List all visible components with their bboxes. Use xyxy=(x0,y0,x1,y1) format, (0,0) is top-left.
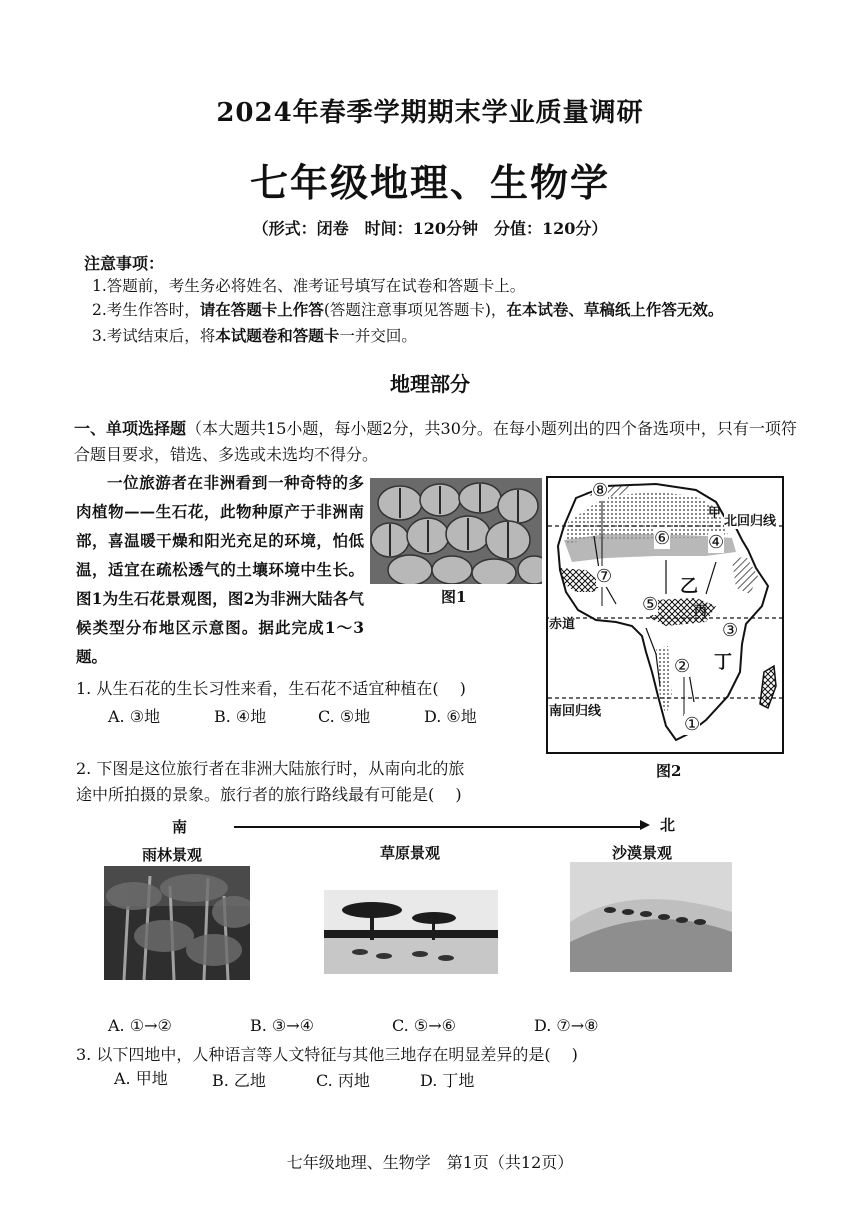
intro-paragraph: 一位旅游者在非洲看到一种奇特的多肉植物——生石花，此物种原产于非洲南部，喜温暖干燥和阳光充足的环境，怕低温，适宜在疏松透气的土壤环境中生长。图1为生石花景观图，图2为非洲大陆各气候类型分布地区示意图。据此完成1～3题。 xyxy=(76,473,364,666)
label-tropic-north: 北回归线 xyxy=(724,510,776,529)
marker-1: ① xyxy=(684,714,701,735)
rainforest-photo xyxy=(104,866,250,980)
section-1-heading: 一、单项选择题 xyxy=(74,419,187,438)
direction-south: 南 xyxy=(172,818,188,836)
label-equator: 赤道 xyxy=(549,613,575,632)
q3-option-d: D. 丁地 xyxy=(420,1071,475,1090)
question-1-stem: 1. 从生石花的生长习性来看，生石花不适宜种植在( ) xyxy=(76,679,466,698)
q1-option-b: B. ④地 xyxy=(214,707,267,726)
grassland-label: 草原景观 xyxy=(380,844,441,862)
q2-option-b: B. ③→④ xyxy=(250,1016,315,1035)
label-tropic-south: 南回归线 xyxy=(549,700,601,719)
africa-climate-map xyxy=(546,476,784,754)
marker-8: ⑧ xyxy=(592,480,609,501)
label-bing: 丙 xyxy=(694,604,708,619)
marker-5: ⑤ xyxy=(642,594,659,615)
direction-north: 北 xyxy=(660,816,676,834)
note-3-part3: 一并交回。 xyxy=(339,327,417,345)
desert-label: 沙漠景观 xyxy=(612,844,673,862)
notes-heading: 注意事项： xyxy=(84,254,165,273)
exam-meta: （形式：闭卷 时间：120分钟 分值：120分） xyxy=(252,219,608,238)
q2-option-a: A. ①→② xyxy=(108,1016,172,1035)
q2-option-c: C. ⑤→⑥ xyxy=(392,1016,456,1035)
note-2-part2: 请在答题卡上作答 xyxy=(199,300,324,319)
note-3-part1: 3.考试结束后，将 xyxy=(92,327,216,345)
note-3 xyxy=(92,324,417,346)
question-2-stem-line1: 2. 下图是这位旅行者在非洲大陆旅行时，从南向北的旅 xyxy=(76,759,465,778)
q1-option-d: D. ⑥地 xyxy=(424,707,477,726)
note-1: 1.答题前，考生务必将姓名、准考证号填写在试卷和答题卡上。 xyxy=(92,277,526,295)
lithops-photo xyxy=(370,478,542,584)
marker-3: ③ xyxy=(722,620,739,641)
marker-6: ⑥ xyxy=(654,528,671,549)
note-3-part2: 本试题卷和答题卡 xyxy=(215,326,340,345)
grassland-photo xyxy=(324,890,498,974)
section-title: 地理部分 xyxy=(390,372,470,396)
question-2-stem-line2: 途中所拍摄的景象。旅行者的旅行路线最有可能是( ) xyxy=(76,785,462,804)
section-1-text: （本大题共15小题，每小题2分，共30分。在每小题列出的四个备选项中，只有一项符合题目要求，错选、多选或未选均不得分。 xyxy=(74,419,797,464)
note-2-part4: 在本试卷、草稿纸上作答无效。 xyxy=(506,300,724,319)
q3-option-c: C. 丙地 xyxy=(316,1071,370,1090)
q1-option-a: A. ③地 xyxy=(108,707,161,726)
desert-photo xyxy=(570,862,732,972)
q3-option-a: A. 甲地 xyxy=(114,1069,168,1088)
q2-option-d: D. ⑦→⑧ xyxy=(534,1016,599,1035)
question-3-stem: 3. 以下四地中，人种语言等人文特征与其他三地存在明显差异的是( ) xyxy=(76,1045,578,1064)
figure-2-caption: 图2 xyxy=(656,762,682,780)
arrowhead-icon xyxy=(640,820,650,830)
label-yi: 乙 xyxy=(680,576,698,597)
rainforest-label: 雨林景观 xyxy=(142,846,203,864)
label-jia: 甲 xyxy=(708,506,722,521)
q1-option-c: C. ⑤地 xyxy=(318,707,371,726)
section-1-instructions xyxy=(74,416,804,468)
figure-1-caption: 图1 xyxy=(441,588,467,606)
note-2 xyxy=(92,298,723,320)
marker-7: ⑦ xyxy=(596,566,613,587)
note-2-part3: (答题注意事项见答题卡)， xyxy=(323,301,507,319)
subject-title: 七年级地理、生物学 xyxy=(249,160,610,205)
q3-option-b: B. 乙地 xyxy=(212,1071,266,1090)
exam-title: 2024年春季学期期末学业质量调研 xyxy=(216,98,644,128)
direction-arrow xyxy=(234,826,644,828)
marker-4: ④ xyxy=(708,532,725,553)
label-ding: 丁 xyxy=(714,652,732,673)
page-footer: 七年级地理、生物学 第1页（共12页） xyxy=(286,1153,574,1172)
marker-2: ② xyxy=(674,656,691,677)
note-2-part1: 2.考生作答时， xyxy=(92,301,200,319)
